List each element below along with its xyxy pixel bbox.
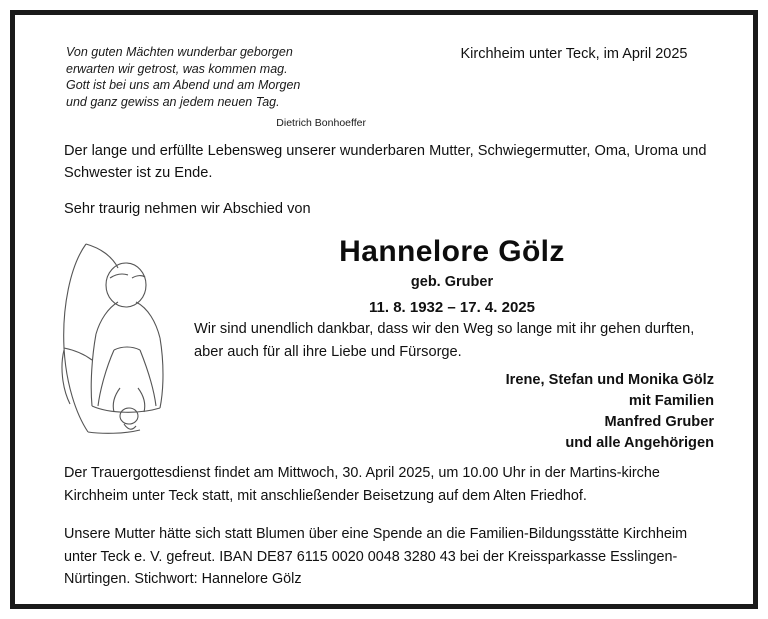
poem-line: Von guten Mächten wunderbar geborgen bbox=[66, 45, 293, 59]
poem-line: und ganz gewiss an jedem neuen Tag. bbox=[66, 94, 280, 109]
obituary-content bbox=[22, 22, 746, 597]
donation-info: Unsere Mutter hätte sich statt Blumen über eine Spende an die Familien-Bildungsstätte Kirchheim unter Teck e. V. gefreut. IBAN DE87 6115 0020 0048 3280 43 bei der Kreissparkasse Esslingen-Nürtingen. Stichwort: Hannelore Gölz bbox=[64, 526, 688, 587]
poem-line: erwarten wir getrost, was kommen mag. bbox=[66, 61, 288, 76]
gratitude-text: Wir sind unendlich dankbar, dass wir den Weg so lange mit ihr gehen durften, aber auch für all ihre Liebe und Fürsorge. bbox=[194, 321, 695, 360]
deceased-name: Hannelore Gölz bbox=[339, 235, 565, 268]
angel-drawing-icon bbox=[40, 238, 180, 438]
deceased-block bbox=[172, 234, 732, 316]
header-row bbox=[22, 22, 746, 132]
intro-paragraph-2: Sehr traurig nehmen wir Abschied von bbox=[64, 201, 311, 217]
place-and-date: Kirchheim unter Teck, im April 2025 bbox=[460, 46, 688, 62]
intro-paragraph-1: Der lange und erfüllte Lebensweg unserer wunderbaren Mutter, Schwiegermutter, Oma, Uroma und Schwester ist zu Ende. bbox=[64, 143, 707, 181]
family-signature bbox=[352, 370, 714, 454]
family-line: Irene, Stefan und Monika Gölz bbox=[505, 372, 714, 388]
poem-line: Gott ist bei uns am Abend und am Morgen bbox=[66, 78, 301, 92]
funeral-service-info: Der Trauergottesdienst findet am Mittwoch, 30. April 2025, um 10.00 Uhr in der Martins-kirche Kirchheim unter Teck statt, mit anschließender Beisetzung auf dem Alten Friedhof. bbox=[64, 465, 660, 504]
poem-author: Dietrich Bonhoeffer bbox=[276, 117, 366, 129]
family-line: und alle Angehörigen bbox=[565, 435, 714, 451]
family-line: mit Familien bbox=[628, 393, 714, 409]
deceased-maiden-name: geb. Gruber bbox=[410, 274, 494, 290]
bottom-text bbox=[64, 462, 716, 607]
intro-text bbox=[64, 140, 710, 234]
poem-block bbox=[66, 44, 366, 110]
deceased-dates: 11. 8. 1932 – 17. 4. 2025 bbox=[369, 299, 535, 316]
family-line: Manfred Gruber bbox=[604, 414, 714, 430]
